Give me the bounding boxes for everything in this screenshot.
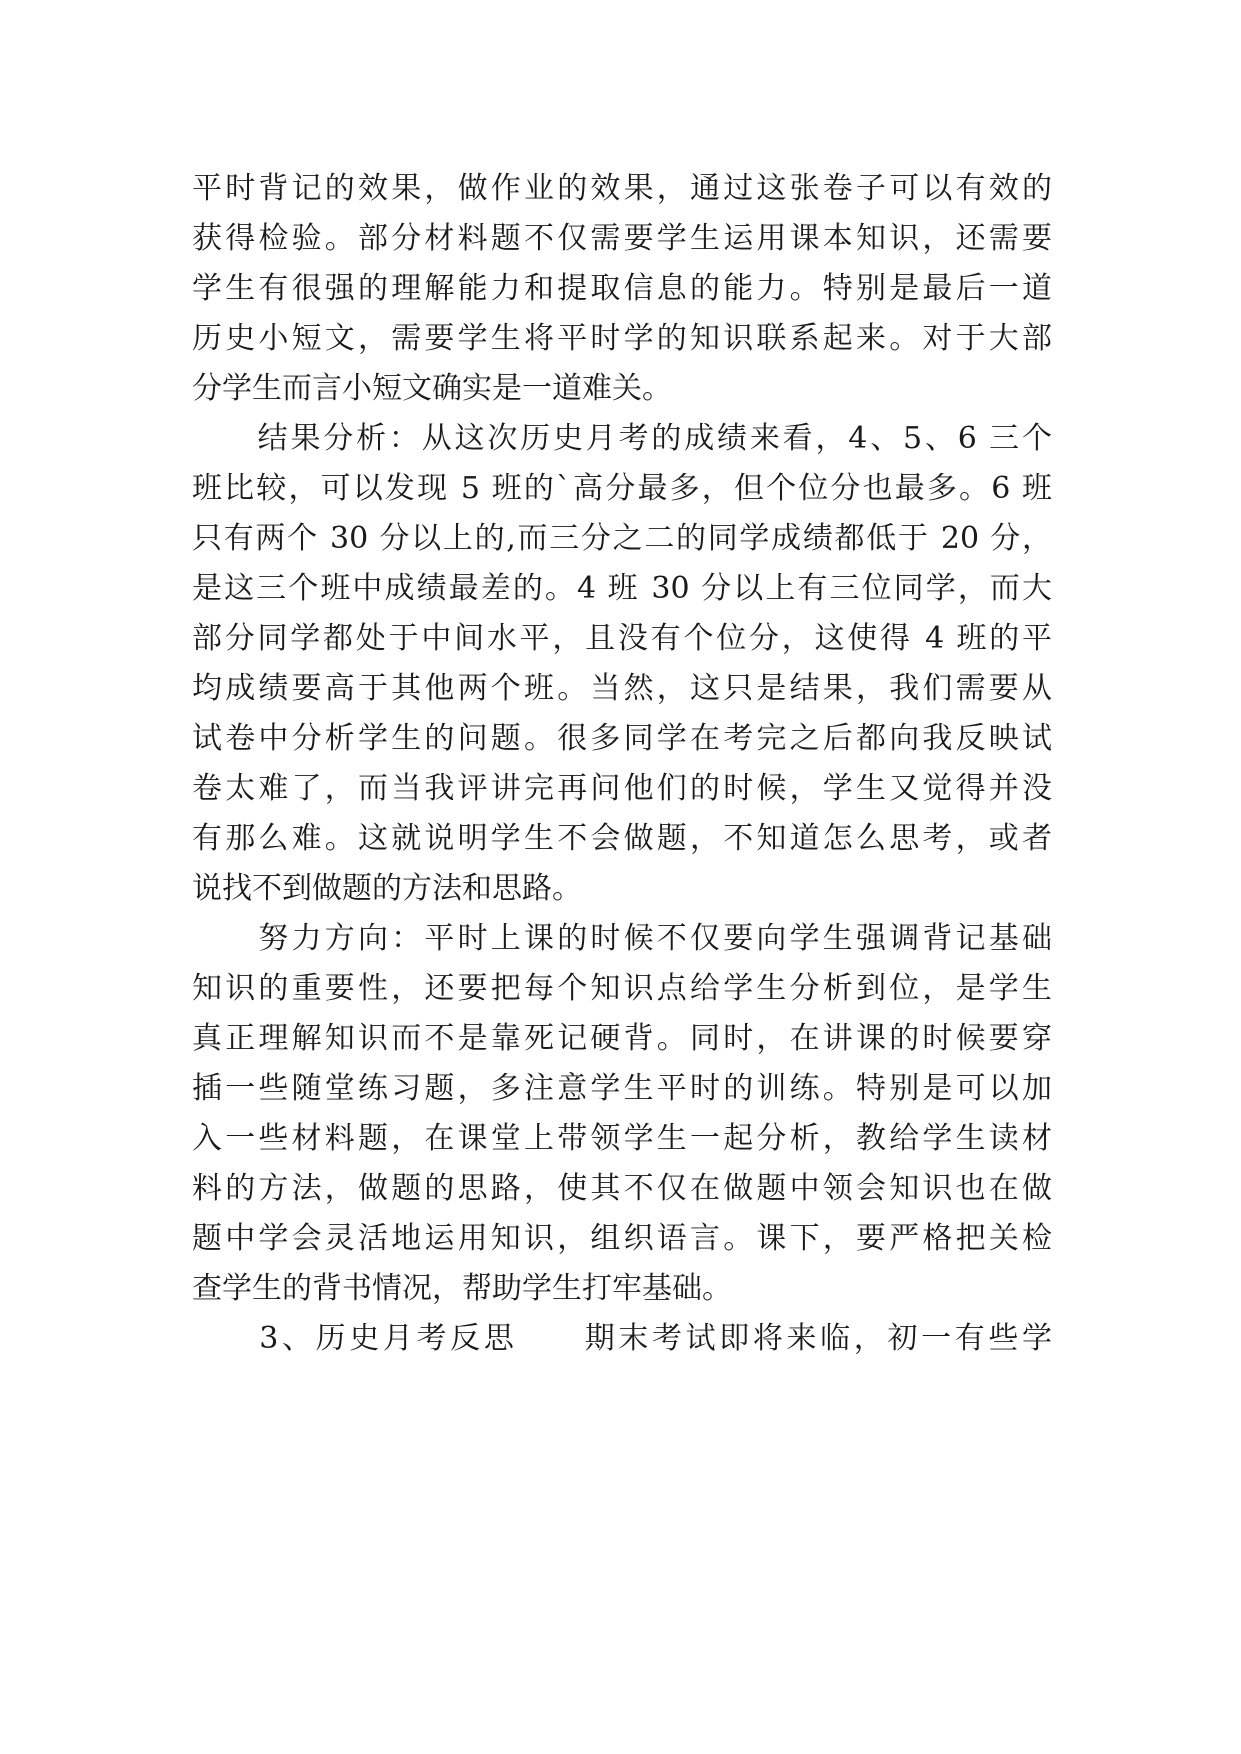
text-line: 平时背记的效果，做作业的效果，通过这张卷子可以有效的	[192, 171, 1052, 206]
text-line: 查学生的背书情况，帮助学生打牢基础。	[192, 1271, 732, 1306]
text-line: 卷太难了，而当我评讲完再问他们的时候，学生又觉得并没	[192, 771, 1052, 806]
text-line: 部分同学都处于中间水平，且没有个位分，这使得 4 班的平	[192, 621, 1052, 656]
text-line: 历史小短文，需要学生将平时学的知识联系起来。对于大部	[192, 321, 1052, 356]
text-line: 结果分析：从这次历史月考的成绩来看，4、5、6 三个	[192, 421, 1052, 456]
text-line: 获得检验。部分材料题不仅需要学生运用课本知识，还需要	[192, 221, 1052, 256]
text-line: 试卷中分析学生的问题。很多同学在考完之后都向我反映试	[192, 721, 1052, 756]
text-line: 题中学会灵活地运用知识，组织语言。课下，要严格把关检	[192, 1221, 1052, 1256]
text-line: 分学生而言小短文确实是一道难关。	[192, 371, 672, 406]
text-line: 班比较，可以发现 5 班的`高分最多，但个位分也最多。6 班	[192, 471, 1052, 506]
text-line: 是这三个班中成绩最差的。4 班 30 分以上有三位同学，而大	[192, 571, 1052, 606]
text-line: 学生有很强的理解能力和提取信息的能力。特别是最后一道	[192, 271, 1052, 306]
text-line: 只有两个 30 分以上的,而三分之二的同学成绩都低于 20 分，	[192, 521, 1052, 556]
text-line: 真正理解知识而不是靠死记硬背。同时，在讲课的时候要穿	[192, 1021, 1052, 1056]
document-body	[192, 164, 1052, 1364]
text-line: 努力方向：平时上课的时候不仅要向学生强调背记基础	[192, 921, 1052, 956]
text-line: 入一些材料题，在课堂上带领学生一起分析，教给学生读材	[192, 1121, 1052, 1156]
text-line: 均成绩要高于其他两个班。当然，这只是结果，我们需要从	[192, 671, 1052, 706]
text-line: 有那么难。这就说明学生不会做题，不知道怎么思考，或者	[192, 821, 1052, 856]
text-line: 知识的重要性，还要把每个知识点给学生分析到位，是学生	[192, 971, 1052, 1006]
text-line: 说找不到做题的方法和思路。	[192, 871, 582, 906]
text-line: 插一些随堂练习题，多注意学生平时的训练。特别是可以加	[192, 1071, 1052, 1106]
text-line: 3、历史月考反思 期末考试即将来临，初一有些学	[192, 1321, 1052, 1356]
text-line: 料的方法，做题的思路，使其不仅在做题中领会知识也在做	[192, 1171, 1052, 1206]
